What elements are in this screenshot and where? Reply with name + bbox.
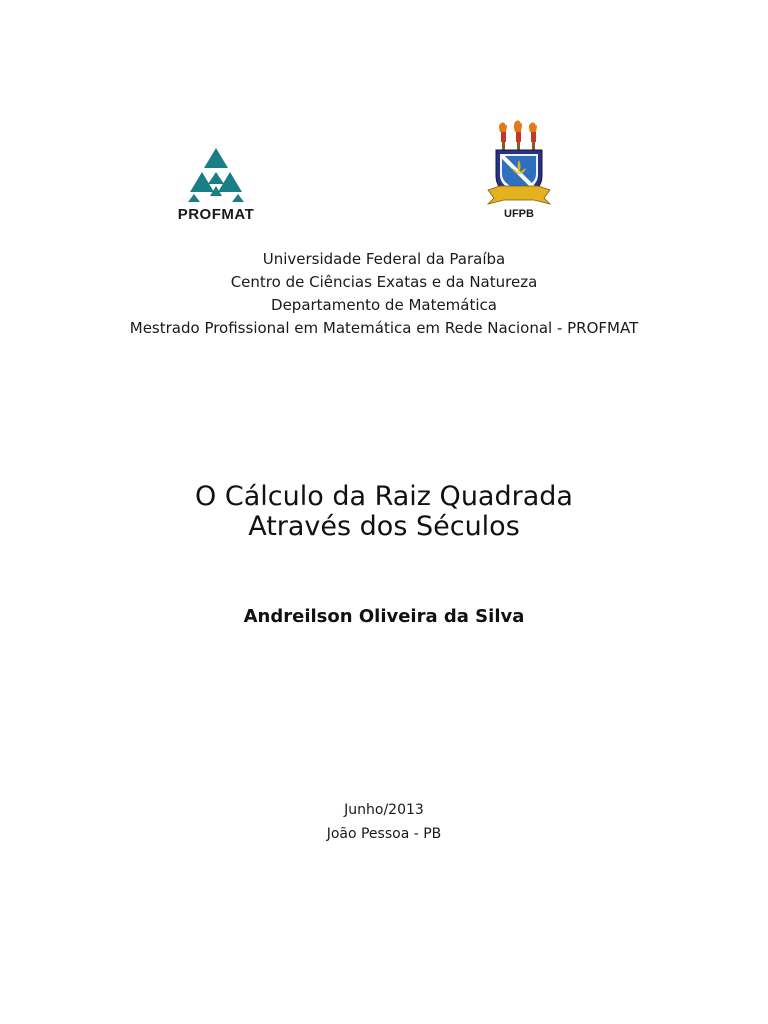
date-place-block xyxy=(0,798,768,846)
title-line-2: Através dos Séculos xyxy=(248,511,520,542)
institution-block xyxy=(0,248,768,340)
date: Junho/2013 xyxy=(344,802,424,818)
university-name: Universidade Federal da Paraíba xyxy=(262,250,506,268)
place: João Pessoa - PB xyxy=(326,826,442,842)
ufpb-logo-text: UFPB xyxy=(504,208,534,220)
torch-icon xyxy=(499,120,537,150)
program-name: Mestrado Profissional em Matemática em Rede Nacional - PROFMAT xyxy=(129,319,639,337)
profmat-logo-text: PROFMAT xyxy=(177,206,255,223)
profmat-logo xyxy=(168,146,264,228)
ufpb-coat-of-arms-icon xyxy=(486,120,552,206)
title-line-1: O Cálculo da Raiz Quadrada xyxy=(195,481,573,512)
center-name: Centro de Ciências Exatas e da Natureza xyxy=(230,273,538,291)
department-name: Departamento de Matemática xyxy=(271,296,497,314)
author-name: Andreilson Oliveira da Silva xyxy=(243,606,525,627)
profmat-triangle-icon xyxy=(184,146,248,202)
thesis-title xyxy=(0,482,768,542)
ufpb-logo xyxy=(486,120,552,232)
